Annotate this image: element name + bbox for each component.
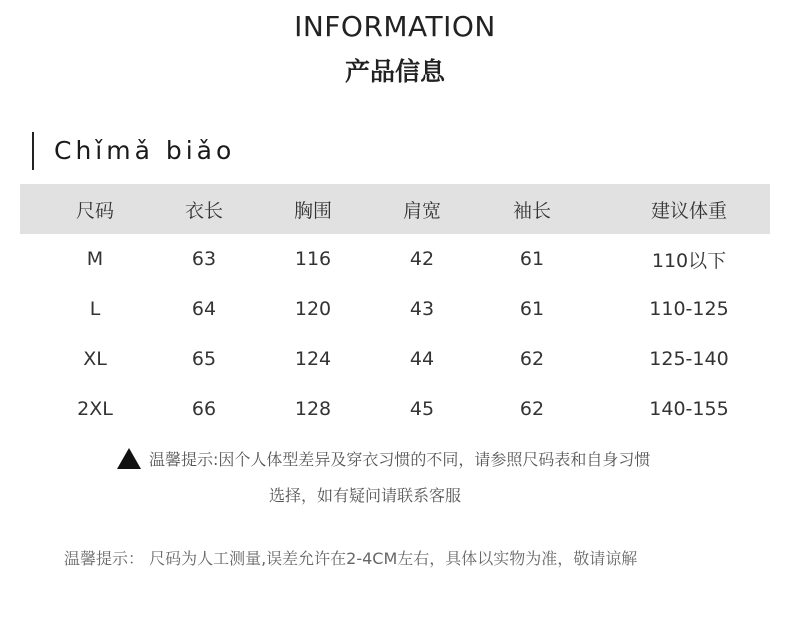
table-cell: M (86, 248, 104, 270)
table-cell: 62 (519, 398, 545, 420)
table-cell: 44 (409, 348, 435, 370)
table-cell: 64 (191, 298, 217, 320)
table-cell: 61 (519, 298, 545, 320)
table-cell: 43 (409, 298, 435, 320)
table-cell: 125-140 (649, 348, 729, 370)
table-cell: 128 (294, 398, 332, 420)
header-cell: 肩宽 (388, 184, 456, 234)
table-cell: 124 (294, 348, 332, 370)
table-cell: 42 (409, 248, 435, 270)
table-row (20, 384, 770, 434)
section-divider-bar (32, 132, 34, 170)
table-row (20, 284, 770, 334)
table-cell: 66 (191, 398, 217, 420)
header-cell: 建议体重 (608, 184, 770, 234)
page-title-en: INFORMATION (294, 10, 496, 43)
table-cell: 120 (294, 298, 332, 320)
measurement-note: 温馨提示： 尺码为人工测量,误差允许在2-4CM左右，具体以实物为准，敬请谅解 (64, 549, 638, 568)
header-cell: 尺码 (20, 184, 170, 234)
page-title-cn: 产品信息 (344, 57, 445, 86)
size-tip-note (117, 447, 650, 470)
size-tip-line-2: 选择，如有疑问请联系客服 (268, 486, 461, 505)
table-cell: 61 (519, 248, 545, 270)
header-cell: 袖长 (456, 184, 608, 234)
table-row (20, 234, 770, 284)
table-cell: 110-125 (649, 298, 729, 320)
triangle-warning-icon (117, 448, 141, 469)
table-cell: 110以下 (651, 249, 727, 272)
header-cell: 胸围 (238, 184, 388, 234)
table-cell: 45 (409, 398, 435, 420)
table-cell: 116 (294, 248, 332, 270)
header-cell: 衣长 (170, 184, 238, 234)
table-cell: XL (83, 348, 107, 370)
table-cell: 140-155 (649, 398, 729, 420)
table-cell: 65 (191, 348, 217, 370)
table-cell: 63 (191, 248, 217, 270)
size-tip-line-1: 温馨提示:因个人体型差异及穿衣习惯的不同，请参照尺码表和自身习惯 (149, 450, 651, 469)
table-cell: 62 (519, 348, 545, 370)
size-table (20, 184, 770, 434)
section-title: Chǐmǎ biǎo (54, 136, 236, 165)
table-cell: L (89, 298, 101, 320)
table-row (20, 334, 770, 384)
table-header-row (20, 184, 770, 234)
table-cell: 2XL (77, 398, 113, 420)
